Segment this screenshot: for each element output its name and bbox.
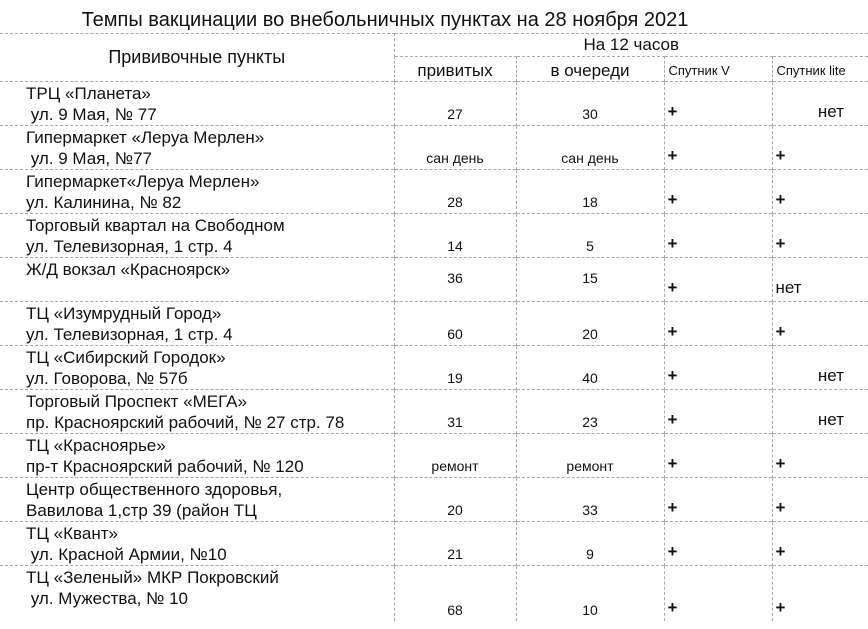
sputnik-v-cell[interactable]: + [664,390,772,434]
queue-cell[interactable]: 9 [516,522,664,566]
sputnik-lite-cell[interactable]: + [772,214,868,258]
point-name: Торговый Проспект «МЕГА» [26,392,247,411]
sputnik-lite-cell[interactable]: + [772,566,868,621]
sputnik-lite-cell[interactable]: нет [772,390,868,434]
sputnik-lite-cell[interactable]: + [772,302,868,346]
sputnik-v-cell[interactable]: + [664,258,772,302]
point-address: ул. Телевизорная, 1 стр. 4 [26,237,233,256]
point-address: ул. 9 Мая, № 77 [26,105,157,124]
point-cell[interactable] [0,434,394,478]
queue-cell[interactable]: 15 [516,258,664,302]
header-sputnik-v[interactable]: Спутник V [664,57,772,82]
sputnik-v-cell[interactable]: + [664,126,772,170]
sheet-title: Темпы вакцинации во внебольничных пунктах на 28 ноября 2021 [81,9,689,31]
point-cell[interactable] [0,126,394,170]
vaccinated-cell[interactable]: 60 [394,302,516,346]
vaccinated-cell[interactable]: 27 [394,82,516,126]
table-row [0,566,868,621]
point-name: ТЦ «Красноярье» [26,436,166,455]
sputnik-v-cell[interactable]: + [664,82,772,126]
point-name: ТРЦ «Планета» [26,84,151,103]
queue-cell[interactable]: 10 [516,566,664,621]
point-cell[interactable] [0,302,394,346]
queue-cell[interactable]: 18 [516,170,664,214]
point-name: ТЦ «Квант» [26,524,118,543]
point-name: Торговый квартал на Свободном [26,216,285,235]
point-name: Гипермаркет«Леруа Мерлен» [26,172,260,191]
sputnik-v-cell[interactable]: + [664,302,772,346]
vaccinated-cell[interactable]: 68 [394,566,516,621]
queue-cell[interactable]: 40 [516,346,664,390]
table-row [0,214,868,258]
vaccinated-cell[interactable]: ремонт [394,434,516,478]
point-address: Вавилова 1,стр 39 (район ТЦ [26,501,257,520]
point-address: ул. Телевизорная, 1 стр. 4 [26,325,233,344]
vaccinated-cell[interactable]: 14 [394,214,516,258]
point-name: ТЦ «Сибирский Городок» [26,348,226,367]
point-address: пр-т Красноярский рабочий, № 120 [26,457,304,476]
table-row [0,302,868,346]
sputnik-lite-cell[interactable]: нет [772,258,868,302]
sputnik-v-cell[interactable]: + [664,346,772,390]
point-cell[interactable] [0,170,394,214]
sputnik-v-cell[interactable]: + [664,434,772,478]
vaccinated-cell[interactable]: 31 [394,390,516,434]
table-row [0,522,868,566]
point-name: Гипермаркет «Леруа Мерлен» [26,128,265,147]
sputnik-lite-cell[interactable]: + [772,434,868,478]
table-row [0,478,868,522]
point-cell[interactable] [0,346,394,390]
vaccination-table [0,33,868,621]
queue-cell[interactable]: 23 [516,390,664,434]
table-row [0,346,868,390]
point-cell[interactable] [0,478,394,522]
sputnik-lite-cell[interactable]: + [772,170,868,214]
header-queue[interactable]: в очереди [516,57,664,82]
queue-cell[interactable]: сан день [516,126,664,170]
point-address: ул. Красной Армии, №10 [26,545,227,564]
point-name: ТЦ «Изумрудный Город» [26,304,222,323]
header-sputnik-lite[interactable]: Спутник lite [772,57,868,82]
table-row [0,82,868,126]
point-name: Центр общественного здоровья, [26,480,283,499]
point-address: ул. 9 Мая, №77 [26,149,152,168]
header-points[interactable]: Прививочные пункты [0,34,394,82]
table-row [0,258,868,302]
table-row [0,390,868,434]
vaccinated-cell[interactable]: 19 [394,346,516,390]
queue-cell[interactable]: 33 [516,478,664,522]
point-cell[interactable] [0,82,394,126]
vaccinated-cell[interactable]: сан день [394,126,516,170]
sputnik-v-cell[interactable]: + [664,478,772,522]
sputnik-lite-cell[interactable]: нет [772,82,868,126]
sputnik-v-cell[interactable]: + [664,566,772,621]
point-cell[interactable] [0,258,394,302]
header-time-group[interactable]: На 12 часов [394,34,868,57]
point-cell[interactable] [0,566,394,621]
vaccinated-cell[interactable]: 20 [394,478,516,522]
sputnik-lite-cell[interactable]: + [772,522,868,566]
queue-cell[interactable]: ремонт [516,434,664,478]
point-cell[interactable] [0,390,394,434]
queue-cell[interactable]: 20 [516,302,664,346]
table-row [0,170,868,214]
vaccinated-cell[interactable]: 28 [394,170,516,214]
header-row-1 [0,34,868,57]
sputnik-v-cell[interactable]: + [664,522,772,566]
point-cell[interactable] [0,214,394,258]
header-vaccinated[interactable]: привитых [394,57,516,82]
queue-cell[interactable]: 30 [516,82,664,126]
vaccinated-cell[interactable]: 36 [394,258,516,302]
queue-cell[interactable]: 5 [516,214,664,258]
sputnik-v-cell[interactable]: + [664,170,772,214]
point-address: пр. Красноярский рабочий, № 27 стр. 78 [26,413,345,432]
sputnik-lite-cell[interactable]: + [772,478,868,522]
table-row [0,126,868,170]
point-address: ул. Мужества, № 10 [26,589,188,608]
point-cell[interactable] [0,522,394,566]
sputnik-lite-cell[interactable]: нет [772,346,868,390]
point-name: Ж/Д вокзал «Красноярск» [26,260,231,279]
sputnik-lite-cell[interactable]: + [772,126,868,170]
sputnik-v-cell[interactable]: + [664,214,772,258]
table-row [0,434,868,478]
point-name: ТЦ «Зеленый» МКР Покровский [26,568,279,587]
point-address: ул. Говорова, № 57б [26,369,188,388]
vaccinated-cell[interactable]: 21 [394,522,516,566]
point-address: ул. Калинина, № 82 [26,193,182,212]
